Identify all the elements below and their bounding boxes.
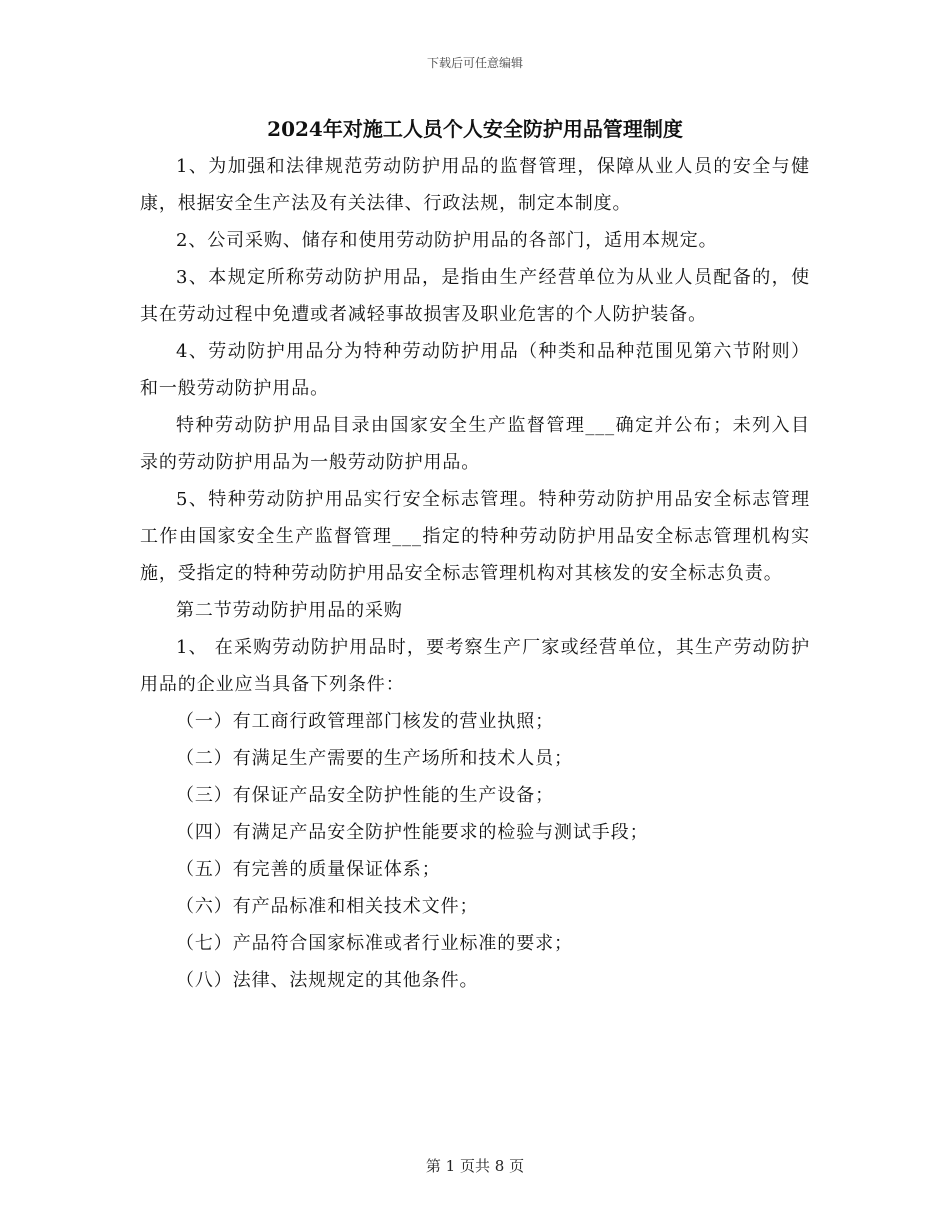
paragraph-purpose: 1、为加强和法律规范劳动防护用品的监督管理，保障从业人员的安全与健康，根据安全生产法及有关法律、行政法规，制定本制度。 bbox=[140, 156, 810, 214]
page-number-footer: 第 1 页共 8 页 bbox=[425, 1157, 525, 1175]
condition-item-2: （二）有满足生产需要的生产场所和技术人员； bbox=[176, 748, 573, 769]
section-heading-procurement: 第二节劳动防护用品的采购 bbox=[176, 600, 403, 621]
paragraph-safety-mark: 5、特种劳动防护用品实行安全标志管理。特种劳动防护用品安全标志管理工作由国家安全生产监督管理___指定的特种劳动防护用品安全标志管理机构实施，受指定的特种劳动防护用品安全标志管理机构对其核发的安全标志负责。 bbox=[140, 489, 810, 584]
condition-item-1: （一）有工商行政管理部门核发的营业执照； bbox=[176, 711, 554, 732]
paragraph-procurement: 1、 在采购劳动防护用品时，要考察生产厂家或经营单位，其生产劳动防护用品的企业应当具备下列条件： bbox=[140, 637, 810, 695]
paragraph-definition: 3、本规定所称劳动防护用品，是指由生产经营单位为从业人员配备的，使其在劳动过程中免遭或者减轻事故损害及职业危害的个人防护装备。 bbox=[140, 267, 810, 325]
condition-item-6: （六）有产品标准和相关技术文件； bbox=[176, 896, 479, 917]
document-title: 2024年对施工人员个人安全防护用品管理制度 bbox=[267, 117, 683, 141]
document-body bbox=[140, 148, 810, 999]
paragraph-classification: 4、劳动防护用品分为特种劳动防护用品（种类和品种范围见第六节附则）和一般劳动防护用品。 bbox=[140, 341, 810, 399]
condition-item-3: （三）有保证产品安全防护性能的生产设备； bbox=[176, 785, 554, 806]
condition-item-7: （七）产品符合国家标准或者行业标准的要求； bbox=[176, 933, 573, 954]
condition-item-8: （八）法律、法规规定的其他条件。 bbox=[176, 970, 479, 991]
paragraph-catalog: 特种劳动防护用品目录由国家安全生产监督管理___确定并公布；未列入目录的劳动防护用品为一般劳动防护用品。 bbox=[140, 415, 810, 473]
paragraph-scope: 2、公司采购、储存和使用劳动防护用品的各部门，适用本规定。 bbox=[176, 230, 718, 251]
condition-item-5: （五）有完善的质量保证体系； bbox=[176, 859, 441, 880]
condition-item-4: （四）有满足产品安全防护性能要求的检验与测试手段； bbox=[176, 822, 649, 843]
header-note: 下载后可任意编辑 bbox=[426, 56, 523, 70]
